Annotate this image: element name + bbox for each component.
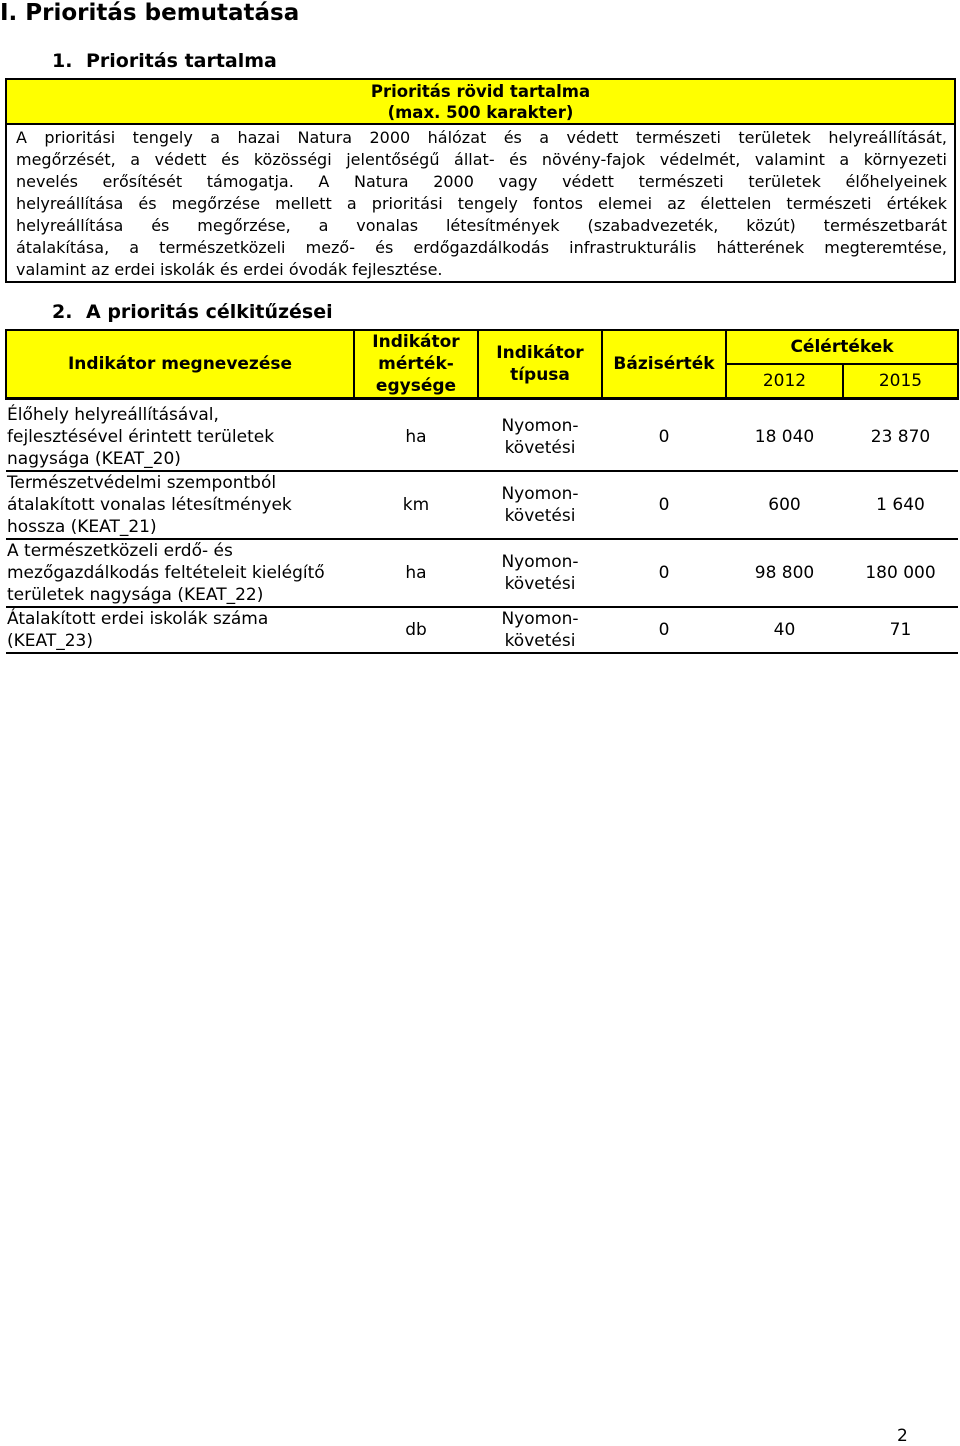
section-2-number: 2.: [52, 301, 73, 323]
indicator-type: [478, 607, 602, 653]
indicator-type-line: Nyomon-: [501, 609, 579, 629]
indicator-name-line: Átalakított erdei iskolák száma: [7, 609, 269, 629]
indicator-name-line: nagysága (KEAT_20): [7, 449, 181, 469]
indicator-name-line: (KEAT_23): [7, 631, 93, 651]
indicator-type-line: követési: [504, 574, 576, 594]
indicator-type-line: követési: [504, 506, 576, 526]
section-1-number: 1.: [52, 50, 73, 72]
table-row: [6, 471, 958, 539]
page-heading: I. Prioritás bemutatása: [0, 0, 300, 26]
indicator-name: [6, 607, 354, 653]
indicator-name-line: A természetközeli erdő- és: [7, 541, 233, 561]
indicator-name-line: hossza (KEAT_21): [7, 517, 157, 537]
header-unit-line: Indikátor: [372, 332, 460, 352]
header-indicator-name: Indikátor megnevezése: [6, 330, 354, 399]
summary-line: helyreállítása és megőrzése mellett a prioritási tengely fontos elemei az élettelen természeti értékek: [16, 194, 947, 213]
summary-body: [6, 124, 955, 282]
target-2015: 71: [889, 620, 912, 640]
indicator-name: [6, 471, 354, 539]
indicator-type-line: Nyomon-: [501, 552, 579, 572]
indicator-type: [478, 471, 602, 539]
summary-line: A prioritási tengely a hazai Natura 2000 hálózat és a védett természeti területek helyreállítását,: [16, 128, 947, 147]
header-type-line: Indikátor: [496, 343, 584, 363]
indicator-type-line: követési: [504, 438, 576, 458]
header-base-value: Bázisérték: [602, 330, 726, 399]
indicator-name-line: területek nagysága (KEAT_22): [7, 585, 264, 605]
target-2015: 1 640: [876, 495, 925, 515]
table-row: [6, 539, 958, 607]
summary-title: Prioritás rövid tartalma: [370, 82, 591, 101]
summary-line: megőrzését, a védett és közösségi jelentőségű állat- és növény-fajok védelmét, valamint a környezeti: [16, 150, 947, 169]
section-1-heading: [52, 50, 277, 72]
base-value: 0: [658, 427, 670, 447]
indicator-type-line: Nyomon-: [501, 484, 579, 504]
target-2012: 18 040: [754, 427, 815, 447]
indicator-name-line: mezőgazdálkodás feltételeit kielégítő: [7, 563, 325, 583]
indicator-type-line: követési: [504, 631, 576, 651]
section-2-title: A prioritás célkitűzései: [86, 301, 333, 323]
indicator-name-line: fejlesztésével érintett területek: [7, 427, 275, 447]
header-target-values: Célértékek: [726, 330, 958, 364]
header-unit-line: egysége: [375, 376, 457, 396]
indicator-name-line: átalakított vonalas létesítmények: [7, 495, 292, 515]
indicator-type: [478, 539, 602, 607]
header-indicator-unit: [354, 330, 478, 399]
indicator-name: [6, 399, 354, 472]
header-type-line: típusa: [510, 365, 570, 385]
target-2012: 600: [768, 495, 801, 515]
indicator-unit: ha: [405, 563, 427, 583]
target-2015: 180 000: [865, 563, 936, 583]
base-value: 0: [658, 620, 670, 640]
table-row: [6, 607, 958, 653]
indicator-unit: km: [402, 495, 430, 515]
priority-summary-table: [5, 78, 956, 283]
indicator-name: [6, 539, 354, 607]
target-2012: 40: [773, 620, 796, 640]
header-indicator-type: [478, 330, 602, 399]
section-2-heading: [52, 301, 333, 323]
section-1-title: Prioritás tartalma: [86, 50, 277, 72]
indicator-table: [5, 329, 959, 654]
indicator-unit: db: [405, 620, 427, 640]
target-2012: 98 800: [754, 563, 815, 583]
base-value: 0: [658, 495, 670, 515]
header-unit-line: mérték-: [378, 354, 454, 374]
table-row: [6, 399, 958, 472]
header-year-2015: 2015: [843, 364, 958, 398]
indicator-type-line: Nyomon-: [501, 416, 579, 436]
summary-char-limit: (max. 500 karakter): [387, 103, 574, 122]
base-value: 0: [658, 563, 670, 583]
target-2015: 23 870: [870, 427, 931, 447]
indicator-name-line: Természetvédelmi szempontból: [7, 473, 277, 493]
indicator-unit: ha: [405, 427, 427, 447]
summary-line: nevelés erősítését támogatja. A Natura 2000 vagy védett természeti területek élőhelyeinek: [16, 172, 947, 191]
summary-line: valamint az erdei iskolák és erdei óvodák fejlesztése.: [16, 260, 443, 279]
page-number: 2: [897, 1426, 908, 1446]
summary-line: helyreállítása és megőrzése, a vonalas létesítmények (szabadvezeték, közút) természetbarát: [16, 216, 947, 235]
indicator-name-line: Élőhely helyreállításával,: [7, 405, 219, 425]
header-year-2012: 2012: [726, 364, 843, 398]
summary-header: [6, 79, 955, 124]
indicator-type: [478, 399, 602, 472]
summary-line: átalakítása, a természetközeli mező- és erdőgazdálkodás infrastrukturális hátterének megteremtése,: [16, 238, 947, 257]
